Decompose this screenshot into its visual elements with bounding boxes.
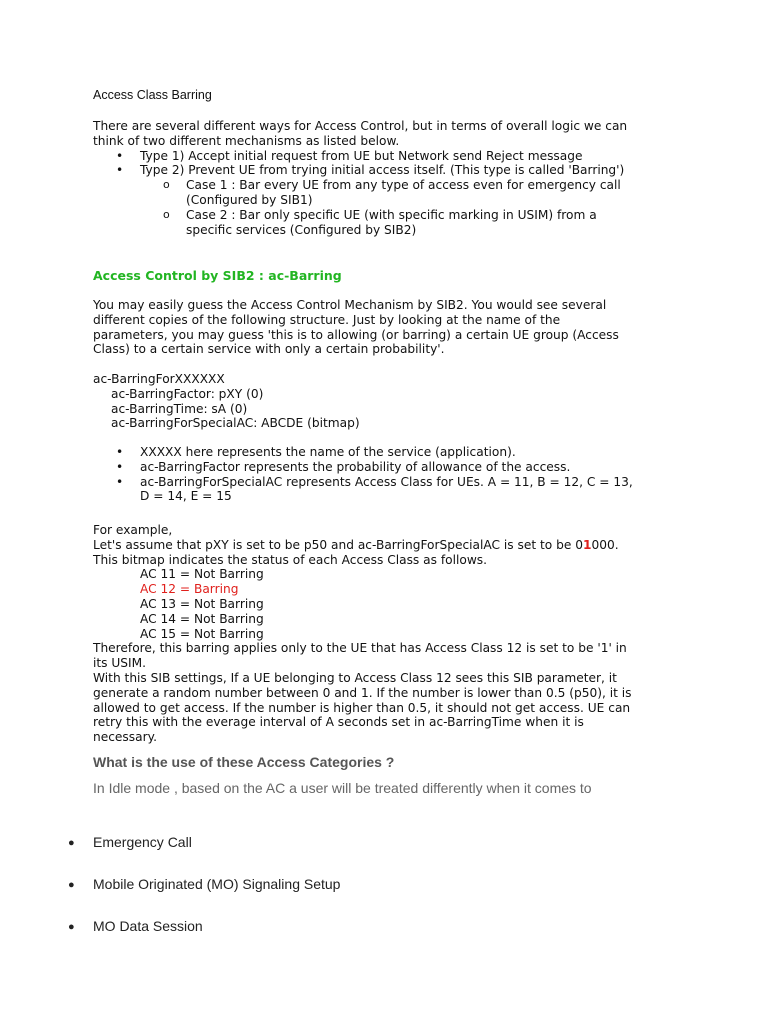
example-bitmap-note: This bitmap indicates the status of each Access Class as follows. <box>93 552 488 567</box>
case-1-line-2: (Configured by SIB1) <box>186 192 313 207</box>
ac-status-line: AC 13 = Not Barring <box>140 596 264 611</box>
list-item <box>93 208 693 238</box>
example-assumption-end: 000. <box>591 537 619 552</box>
list-item: • Type 2) Prevent UE from trying initial access itself. (This type is called 'Barring') <box>93 163 693 178</box>
case-2-line-1: Case 2 : Bar only specific UE (with specific marking in USIM) from a <box>186 207 597 222</box>
paragraph-line: different copies of the following structure. Just by looking at the name of the <box>93 312 561 327</box>
paragraph-line: necessary. <box>93 730 157 745</box>
explain-line-1: ac-BarringForSpecialAC represents Access Class for UEs. A = 11, B = 12, C = 13, <box>140 474 633 489</box>
section-heading: Access Control by SIB2 : ac-Barring <box>93 268 342 283</box>
case-2-line-2: specific services (Configured by SIB2) <box>186 222 417 237</box>
list-item: • Type 1) Accept initial request from UE but Network send Reject message <box>93 149 693 164</box>
intro-line-1: There are several different ways for Access Control, but in terms of overall logic we can <box>93 119 628 133</box>
paragraph-line: With this SIB settings, If a UE belonging to Access Class 12 sees this SIB parameter, it <box>93 670 617 685</box>
list-item: • ac-BarringFactor represents the probability of allowance of the access. <box>93 460 693 475</box>
list-item: Mobile Originated (MO) Signaling Setup <box>93 876 341 892</box>
sib2-paragraph <box>93 298 693 357</box>
explain-line-2: D = 14, E = 15 <box>140 489 232 504</box>
example-assumption-text: Let's assume that pXY is set to be p50 and ac-BarringForSpecialAC is set to be 0 <box>93 537 583 552</box>
paragraph-line: Therefore, this barring applies only to the UE that has Access Class 12 is set to be '1' in <box>93 641 627 656</box>
type-list <box>93 149 693 179</box>
paragraph-line: allowed to get access. If the number is higher than 0.5, it should not get access. UE can <box>93 700 631 715</box>
answer-intro: In Idle mode , based on the AC a user will be treated differently when it comes to <box>93 780 592 796</box>
list-item: MO Data Session <box>93 918 203 934</box>
page-title: Access Class Barring <box>93 88 212 102</box>
bitmap-highlight: 1 <box>583 537 592 552</box>
example-assumption <box>93 538 693 553</box>
list-item <box>93 475 693 505</box>
paragraph-line: its USIM. <box>93 656 147 671</box>
paragraph-line: retry this with the everage interval of A seconds set in ac-BarringTime when it is <box>93 715 584 730</box>
ac-status-line: AC 11 = Not Barring <box>140 567 264 582</box>
intro-line-2: think of two different mechanisms as listed below. <box>93 133 400 148</box>
ac-status-line: AC 15 = Not Barring <box>140 626 264 641</box>
list-item: • XXXXX here represents the name of the service (application). <box>93 445 693 460</box>
question-heading: What is the use of these Access Categories ? <box>93 754 395 770</box>
explain-section <box>93 445 693 504</box>
ac-status-line-barred: AC 12 = Barring <box>140 582 239 597</box>
example-intro: For example, <box>93 523 173 537</box>
structure-name: ac-BarringForXXXXXX <box>93 372 225 386</box>
paragraph-line: Class) to a certain service with only a certain probability'. <box>93 342 445 357</box>
structure-field: ac-BarringTime: sA (0) <box>111 401 248 416</box>
case-1-line-1: Case 1 : Bar every UE from any type of access even for emergency call <box>186 178 621 193</box>
paragraph-line: parameters, you may guess 'this is to allowing (or barring) a certain UE group (Access <box>93 327 619 342</box>
structure-field: ac-BarringForSpecialAC: ABCDE (bitmap) <box>111 416 360 431</box>
paragraph-line: You may easily guess the Access Control Mechanism by SIB2. You would see several <box>93 298 607 312</box>
bullet-icon: ● <box>68 921 75 933</box>
paragraph-line: generate a random number between 0 and 1. If the number is lower than 0.5 (p50), it is <box>93 685 632 700</box>
structure-block <box>93 372 693 431</box>
example-section <box>93 523 693 745</box>
explain-list <box>93 445 693 504</box>
list-item: Emergency Call <box>93 834 192 850</box>
case-list <box>93 178 693 237</box>
intro-section <box>93 119 693 237</box>
ac-status-line: AC 14 = Not Barring <box>140 611 264 626</box>
bullet-icon: ● <box>68 837 75 849</box>
list-item <box>93 178 693 208</box>
bullet-icon: ● <box>68 879 75 891</box>
structure-field: ac-BarringFactor: pXY (0) <box>111 386 264 401</box>
